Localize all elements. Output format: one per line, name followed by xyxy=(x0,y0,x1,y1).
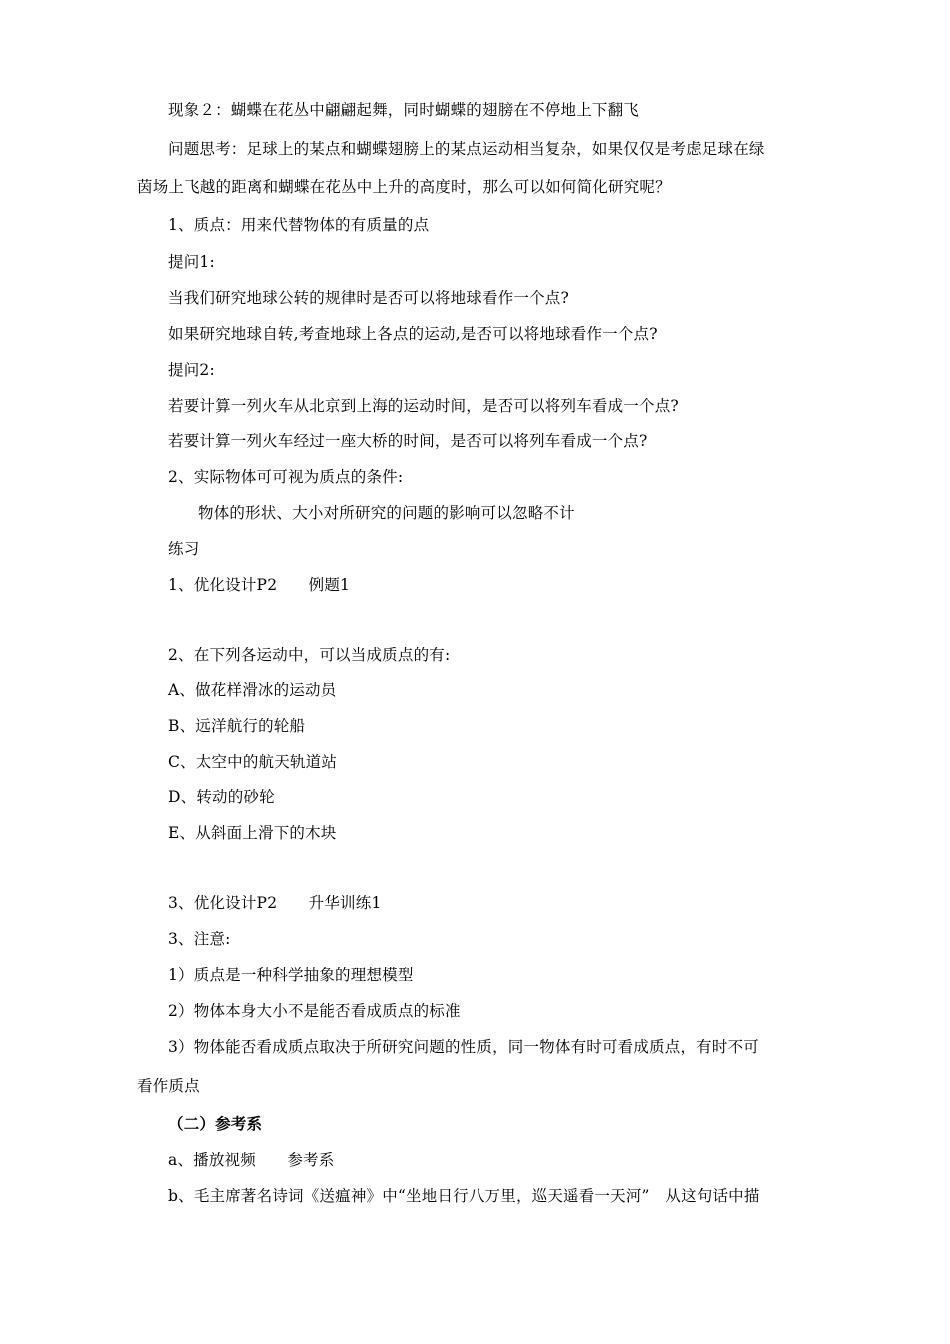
paragraph-notes: 3、注意: xyxy=(168,930,231,948)
paragraph-phenomenon-2: 现象２：蝴蝶在花丛中翩翩起舞，同时蝴蝶的翅膀在不停地上下翻飞 xyxy=(168,101,640,119)
option-c: C、太空中的航天轨道站 xyxy=(168,753,338,771)
section-heading-reference-frame: （二）参考系 xyxy=(168,1115,263,1133)
note-2: 2）物体本身大小不是能否看成质点的标准 xyxy=(168,1002,461,1020)
paragraph-question-2: 提问2: xyxy=(168,361,215,379)
paragraph-particle-conditions: 2、实际物体可可视为质点的条件: xyxy=(168,468,404,486)
paragraph-play-video: a、播放视频 参考系 xyxy=(168,1151,335,1169)
paragraph-particle-definition: 1、质点：用来代替物体的有质量的点 xyxy=(168,216,430,234)
paragraph-exercise-3: 3、优化设计P2 升华训练1 xyxy=(168,894,382,912)
paragraph-condition-detail: 物体的形状、大小对所研究的问题的影响可以忽略不计 xyxy=(198,504,575,522)
paragraph-practice: 练习 xyxy=(168,540,200,558)
paragraph-earth-revolution: 当我们研究地球公转的规律时是否可以将地球看作一个点? xyxy=(168,289,570,307)
paragraph-train-bridge: 若要计算一列火车经过一座大桥的时间，是否可以将列车看成一个点? xyxy=(168,432,648,450)
option-e: E、从斜面上滑下的木块 xyxy=(168,824,337,842)
paragraph-question-thinking-cont: 茵场上飞越的距离和蝴蝶在花丛中上升的高度时，那么可以如何简化研究呢？ xyxy=(137,178,671,196)
paragraph-train-beijing-shanghai: 若要计算一列火车从北京到上海的运动时间，是否可以将列车看成一个点? xyxy=(168,397,679,415)
option-a: A、做花样滑冰的运动员 xyxy=(168,681,337,699)
paragraph-question-thinking: 问题思考：足球上的某点和蝴蝶翅膀上的某点运动相当复杂，如果仅仅是考虑足球在绿 xyxy=(168,140,765,158)
paragraph-exercise-1: 1、优化设计P2 例题1 xyxy=(168,576,351,594)
note-3-cont: 看作质点 xyxy=(137,1077,200,1095)
note-3: 3）物体能否看成质点取决于所研究问题的性质，同一物体有时可看成质点，有时不可 xyxy=(168,1038,759,1056)
option-d: D、转动的砂轮 xyxy=(168,788,275,806)
option-b: B、远洋航行的轮船 xyxy=(168,717,306,735)
paragraph-exercise-2: 2、在下列各运动中，可以当成质点的有: xyxy=(168,646,451,664)
note-1: 1）质点是一种科学抽象的理想模型 xyxy=(168,966,414,984)
paragraph-question-1: 提问1: xyxy=(168,253,215,271)
paragraph-earth-rotation: 如果研究地球自转,考查地球上各点的运动,是否可以将地球看作一个点? xyxy=(168,325,658,343)
paragraph-mao-poem: b、毛主席著名诗词《送瘟神》中“坐地日行八万里，巡天遥看一天河” 从这句话中描 xyxy=(168,1187,760,1205)
